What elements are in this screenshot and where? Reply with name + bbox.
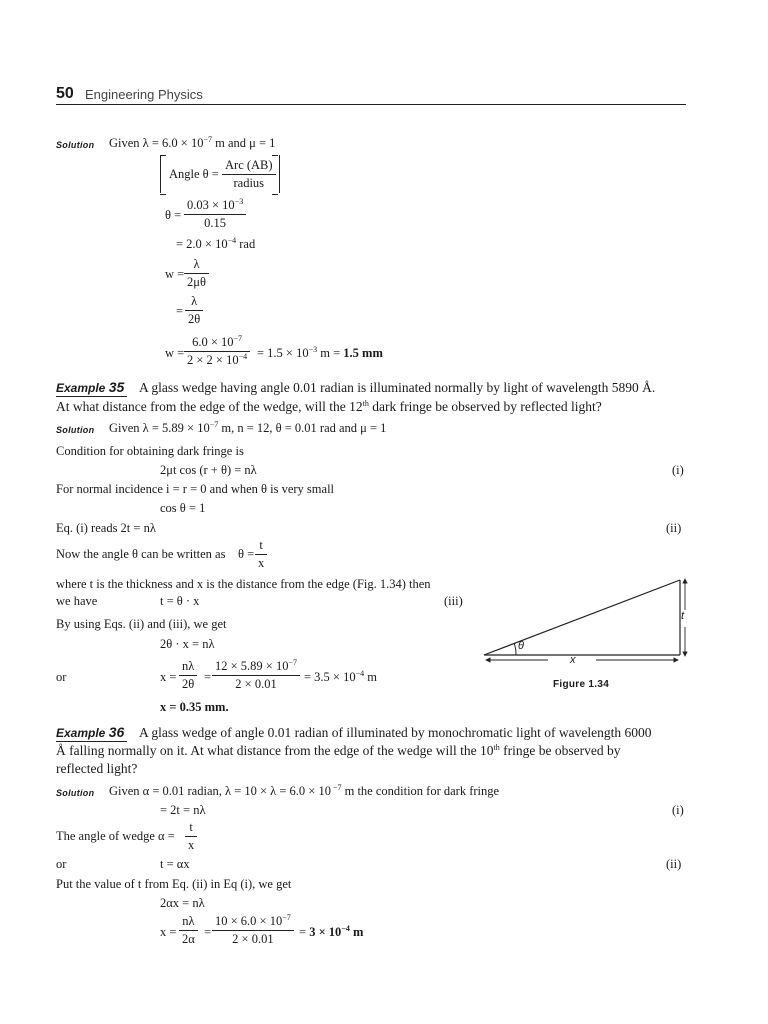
theta-result: = $2.0 \times 10^{-4}$ rad	[176, 236, 256, 251]
put-text: Put the value of t from Eq. (ii) in Eq (i), we get	[56, 877, 292, 891]
w3-fraction: $\frac{6.0 \times 10^{-7}}{2 \times 2 \times 10^{-4}}$	[184, 335, 250, 368]
x-fraction-35-2: $\frac{12 \times 5.89 \times 10^{-7}}{2 \times 0.01}$	[212, 659, 300, 692]
x-result-35: = $3.5 \times 10^{-4}$ m	[304, 669, 377, 684]
eq-36-1-tag: (i)	[672, 803, 684, 817]
given-36: Given α = 0.01 radian, λ = 10 × λ = 6.0 × 10 $^{-7}$ m the condition for dark fringe	[109, 783, 500, 798]
w-fraction-2: $\frac{\lambda}{2\theta}$	[185, 294, 203, 327]
header-rule	[56, 104, 686, 105]
answer-35: x = 0.35 mm.	[160, 700, 229, 714]
where-line-1: where t is the thickness and x is the distance from the edge (Fig. 1.34) then	[56, 577, 431, 591]
given-35: Given $\lambda = 5.89 \times 10^{-7}$ m, n = 12, θ = 0.01 rad and μ = 1	[109, 420, 387, 435]
condition-text: Condition for obtaining dark fringe is	[56, 444, 244, 458]
eq-35-2: Eq. (i) reads 2t = nλ	[56, 521, 156, 535]
eq-35-2-tag: (ii)	[666, 521, 682, 535]
or-label-36: or	[56, 857, 67, 871]
x-fraction-36-1: $\frac{n\lambda}{2\alpha}$	[179, 914, 198, 947]
example-35-label: Example 35	[56, 379, 125, 395]
figure-x-label: x	[570, 654, 576, 666]
example-36-line-1: A glass wedge of angle 0.01 radian of illuminated by monochromatic light of wavelength 6000	[139, 725, 652, 740]
given-line-1: Given $\lambda = 6.0 \times 10^{-7}$ m and μ = 1	[109, 135, 276, 150]
w-eq-2: =	[176, 304, 184, 318]
x-fraction-36-2: $\frac{10 \times 6.0 \times 10^{-7}}{2 \times 0.01}$	[212, 914, 294, 947]
example-36-line-2: Å falling normally on it. At what distance from the edge of the wedge will the 10th fringe be observed by	[56, 743, 621, 758]
figure-caption: Figure 1.34	[553, 679, 610, 690]
angle-wedge-text: The angle of wedge α =	[56, 829, 175, 843]
cos-eq: cos θ = 1	[160, 501, 206, 515]
eq-35-3-tag: (iii)	[444, 594, 463, 608]
solution-label: Solution	[56, 140, 95, 150]
theta-arc	[514, 643, 516, 655]
example-36-rule	[56, 741, 127, 742]
eq-35-1: 2μt cos (r + θ) = nλ	[160, 463, 257, 477]
wedge-figure	[478, 572, 690, 668]
bracket-left-caps	[160, 155, 166, 195]
book-title: Engineering Physics	[85, 87, 203, 102]
w3-result: = $1.5 \times 10^{-3}$ m = 1.5 mm	[257, 345, 383, 360]
wedge-top-line	[484, 580, 680, 655]
eq-36-2: t = αx	[160, 857, 190, 871]
using-text: By using Eqs. (ii) and (iii), we get	[56, 617, 227, 631]
x-eq-36: =	[204, 925, 212, 939]
angle-fraction-35: $\frac{t}{x}$	[255, 538, 267, 571]
x-fraction-35-1: $\frac{n\lambda}{2\theta}$	[179, 659, 197, 692]
x-lhs-36: x =	[160, 925, 177, 939]
x-eq-35: =	[204, 670, 212, 684]
theta-lhs: θ =	[165, 208, 182, 222]
page-number: 50	[56, 85, 74, 102]
figure-theta-label: θ	[518, 640, 524, 652]
solution-label-35: Solution	[56, 425, 95, 435]
eq-36-3: 2αx = nλ	[160, 896, 205, 910]
angle-fraction-36: $\frac{t}{x}$	[185, 820, 197, 853]
example-35-line-1: A glass wedge having angle 0.01 radian is illuminated normally by light of wavelength 5890 Å.	[139, 380, 656, 395]
eq-35-1-tag: (i)	[672, 463, 684, 477]
x-result-36: = $3 \times 10^{-4}$ m	[299, 924, 364, 939]
normal-incidence-text: For normal incidence i = r = 0 and when θ is very small	[56, 482, 335, 496]
or-label-35: or	[56, 670, 67, 684]
angle-lhs: Angle θ =	[169, 167, 219, 181]
figure-t-label: t	[681, 610, 685, 622]
eq-35-4: 2θ · x = nλ	[160, 637, 215, 651]
where-line-2: we have	[56, 594, 98, 608]
w3-lhs: w =	[165, 346, 185, 360]
theta-fraction: $\frac{0.03 \times 10^{-3}}{0.15}$	[184, 198, 246, 231]
angle-text: Now the angle θ can be written as	[56, 547, 226, 561]
example-35-rule	[56, 396, 127, 397]
example-35-line-2: At what distance from the edge of the wedge, will the 12th dark fringe be observed by reflected light?	[56, 399, 602, 414]
example-36-line-3: reflected light?	[56, 761, 138, 776]
solution-label-36: Solution	[56, 788, 95, 798]
eq-36-1: = 2t = nλ	[160, 803, 206, 817]
angle-lhs-35: θ =	[238, 547, 255, 561]
eq-36-2-tag: (ii)	[666, 857, 682, 871]
example-36-label: Example 36	[56, 724, 125, 740]
w-fraction-1: $\frac{\lambda}{2\mu\theta}$	[184, 257, 209, 290]
angle-fraction: Arc (AB) radius	[222, 158, 276, 191]
w-lhs: w =	[165, 267, 185, 281]
x-lhs-35: x =	[160, 670, 177, 684]
eq-35-3: t = θ · x	[160, 594, 200, 608]
